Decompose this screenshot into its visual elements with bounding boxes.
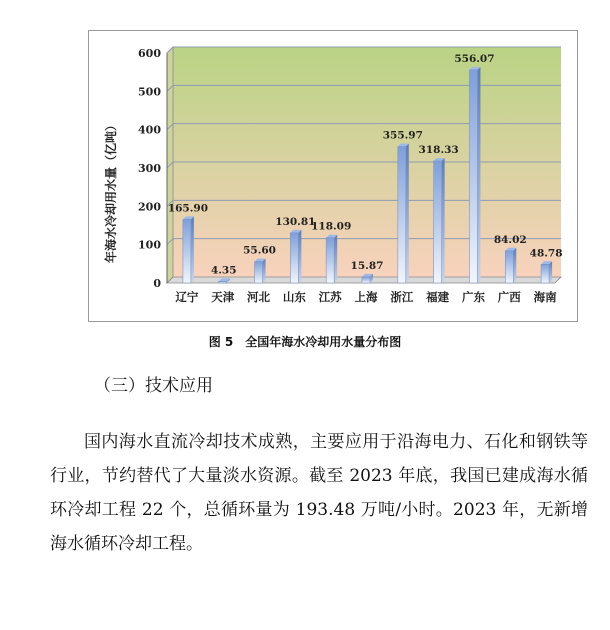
bar [326,238,334,283]
section-heading: （三）技术应用 [94,376,213,396]
data-label: 318.33 [418,143,459,156]
x-tick-label: 福建 [426,290,450,304]
y-tick-label: 300 [138,162,161,175]
data-label: 355.97 [382,129,423,142]
y-axis-label: 年海水冷却用水量（亿吨） [104,118,118,264]
bar [434,161,442,283]
data-label: 4.35 [210,264,237,277]
chart-frame [88,30,578,322]
bar-side [263,259,266,283]
y-tick-label: 100 [138,238,161,252]
bar-side [191,216,194,283]
y-tick-label: 500 [138,85,161,99]
bar [505,251,513,283]
bar [219,281,227,283]
data-label: 165.90 [167,202,209,215]
y-tick-label: 200 [138,200,161,214]
bar-side [513,248,516,283]
data-label: 55.60 [243,244,276,257]
body-text [50,425,588,561]
bar-side [477,67,480,283]
body-paragraph: 国内海水直流冷却技术成熟，主要应用于沿海电力、石化和钢铁等行业，节约替代了大量淡水资源。截至 2023 年底，我国已建成海水循环冷却工程 22 个，总循环量为 193.48 万吨/小时。2023 年，无新增海水循环冷却工程。 [50,432,588,554]
bar [469,70,477,283]
bar [541,264,549,283]
data-label: 84.02 [493,233,527,246]
bar [255,262,263,283]
data-label: 130.81 [275,215,316,228]
x-tick-label: 山东 [282,290,306,304]
data-label: 118.09 [311,220,352,233]
bar-side [298,230,301,283]
x-tick-label: 广东 [461,290,485,304]
bar [290,233,298,283]
bar [362,277,370,283]
bar [183,219,191,283]
bar-side [334,235,337,283]
data-label: 48.78 [529,247,563,260]
x-tick-label: 河北 [247,290,271,304]
bar-side [442,158,445,283]
figure-caption: 图 5 全国年海水冷却用水量分布图 [208,335,402,349]
x-tick-label: 上海 [354,290,378,304]
y-tick-label: 0 [153,277,161,290]
bar-chart [89,31,577,321]
x-tick-label: 海南 [533,290,557,304]
x-tick-label: 浙江 [390,290,414,304]
x-tick-label: 辽宁 [175,290,199,304]
x-tick-label: 广西 [497,290,521,304]
bar-side [549,261,552,283]
x-tick-label: 江苏 [318,290,342,304]
data-label: 556.07 [454,52,495,65]
bar [398,147,406,283]
y-tick-label: 600 [138,47,161,60]
y-tick-label: 400 [138,123,161,137]
bar-side [406,144,409,283]
x-tick-label: 天津 [211,290,235,304]
data-label: 15.87 [350,259,384,272]
